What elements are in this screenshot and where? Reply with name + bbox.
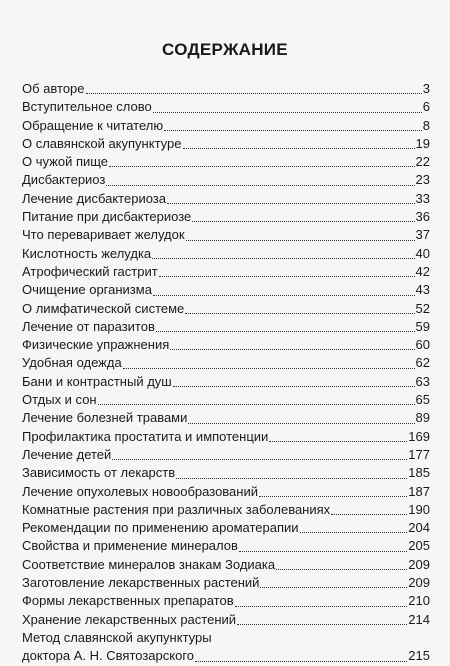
dot-leader	[269, 441, 407, 442]
dot-leader	[153, 295, 415, 296]
toc-entry	[22, 519, 430, 537]
toc-entry-page: 65	[415, 392, 430, 408]
toc-entry-label: О лимфатической системе	[22, 300, 185, 316]
toc-entry-page: 209	[408, 575, 430, 591]
toc-entry-page: 59	[415, 318, 430, 334]
toc-entry	[22, 171, 430, 189]
toc-entry-page: 3	[422, 81, 430, 96]
dot-leader	[185, 313, 414, 314]
toc-entry	[22, 318, 430, 336]
toc-entry	[22, 556, 430, 574]
toc-entry	[22, 464, 430, 482]
toc-entry	[22, 153, 430, 171]
toc-entry-page: 89	[415, 410, 430, 426]
toc-entry-page: 177	[408, 446, 430, 462]
dot-leader	[173, 386, 415, 387]
dot-leader	[239, 551, 407, 552]
toc-entry-page: 210	[408, 593, 430, 609]
dot-leader	[300, 532, 408, 533]
toc-entry	[22, 409, 430, 427]
toc-entry-label: Лечение дисбактериоза	[22, 190, 166, 206]
toc-entry-label: Профилактика простатита и импотенции	[22, 428, 269, 444]
toc-entry	[22, 428, 430, 446]
toc-entry	[22, 592, 430, 610]
dot-leader	[164, 130, 422, 131]
toc-entry-page: 37	[415, 227, 430, 243]
dot-leader	[331, 514, 407, 515]
dot-leader	[123, 368, 415, 369]
toc-entry-last-line1	[22, 629, 430, 647]
toc-entry-page: 33	[415, 190, 430, 206]
toc-entry-page: 209	[408, 556, 430, 572]
dot-leader	[112, 459, 407, 460]
dot-leader	[237, 624, 407, 625]
toc-entry-page: 6	[422, 99, 430, 115]
toc-entry-page: 40	[415, 245, 430, 261]
toc-entry	[22, 135, 430, 153]
toc-entry	[22, 300, 430, 318]
toc-entry	[22, 391, 430, 409]
toc-entry-label: Атрофический гастрит	[22, 263, 158, 279]
toc-entry-label: Об авторе	[22, 81, 85, 96]
toc-entry	[22, 336, 430, 354]
toc-entry-label: Лечение опухолевых новообразований	[22, 483, 258, 499]
toc-entry-label: Свойства и применение минералов	[22, 538, 238, 554]
toc-entry	[22, 263, 430, 281]
toc-entry-label: Комнатные растения при различных заболеваниях	[22, 501, 331, 517]
toc-entry-page: 22	[415, 154, 430, 170]
toc-entry-label: Удобная одежда	[22, 355, 122, 371]
dot-leader	[260, 587, 407, 588]
toc-entry-last	[22, 647, 430, 665]
toc-entry-label: Заготовление лекарственных растений	[22, 575, 260, 591]
toc-entry-label: Обращение к читателю	[22, 117, 164, 133]
toc-entry-label: Физические упражнения	[22, 337, 170, 353]
toc-entry	[22, 354, 430, 372]
toc-entry-label: Зависимость от лекарств	[22, 465, 176, 481]
toc-entry-label: Питание при дисбактериозе	[22, 209, 192, 225]
page-title: СОДЕРЖАНИЕ	[162, 40, 288, 59]
toc-entry	[22, 190, 430, 208]
toc-entry-page: 204	[408, 520, 430, 536]
dot-leader	[159, 276, 415, 277]
dot-leader	[176, 478, 407, 479]
toc-entry-page: 63	[415, 373, 430, 389]
toc-entry	[22, 98, 430, 116]
toc-entry-page: 62	[415, 355, 430, 371]
dot-leader	[186, 240, 415, 241]
toc-entry-label: Формы лекарственных препаратов	[22, 593, 234, 609]
toc-entry-label: Хранение лекарственных растений	[22, 611, 237, 627]
toc-entry	[22, 117, 430, 135]
toc-entry-page: 187	[408, 483, 430, 499]
dot-leader	[188, 423, 414, 424]
table-of-contents	[22, 80, 430, 666]
dot-leader	[170, 349, 414, 350]
toc-entry-label: Что переваривает желудок	[22, 227, 185, 243]
toc-entry-label: Очищение организма	[22, 282, 152, 298]
dot-leader	[192, 221, 414, 222]
toc-entry-label: О чужой пище	[22, 154, 109, 170]
toc-entry-label: Дисбактериоз	[22, 172, 106, 188]
toc-entry-page: 215	[408, 648, 430, 664]
toc-entry	[22, 373, 430, 391]
toc-entry	[22, 226, 430, 244]
toc-entry-page: 23	[415, 172, 430, 188]
toc-entry-label: Кислотность желудка	[22, 245, 152, 261]
dot-leader	[167, 203, 415, 204]
toc-entry-page: 214	[408, 611, 430, 627]
toc-entry-label: Соответствие минералов знакам Зодиака	[22, 556, 276, 572]
dot-leader	[86, 93, 422, 94]
dot-leader	[195, 661, 407, 662]
toc-entry-page: 19	[415, 135, 430, 151]
toc-entry-page: 169	[408, 428, 430, 444]
toc-entry-page: 185	[408, 465, 430, 481]
toc-entry-label: О славянской акупунктуре	[22, 135, 182, 151]
toc-entry	[22, 483, 430, 501]
toc-entry-page: 42	[415, 263, 430, 279]
dot-leader	[106, 185, 414, 186]
toc-entry-label: Лечение детей	[22, 446, 112, 462]
toc-entry-label: Рекомендации по применению ароматерапии	[22, 520, 299, 536]
dot-leader	[183, 148, 415, 149]
toc-entry	[22, 446, 430, 464]
toc-entry	[22, 537, 430, 555]
toc-entry-label: Отдых и сон	[22, 392, 97, 408]
toc-entry	[22, 281, 430, 299]
toc-entry	[22, 80, 430, 98]
toc-entry	[22, 611, 430, 629]
toc-entry	[22, 574, 430, 592]
dot-leader	[235, 606, 408, 607]
dot-leader	[153, 112, 422, 113]
toc-entry-label: Бани и контрастный душ	[22, 373, 172, 389]
dot-leader	[98, 404, 415, 405]
dot-leader	[152, 258, 414, 259]
toc-entry-label: Лечение от паразитов	[22, 318, 155, 334]
dot-leader	[156, 331, 415, 332]
toc-entry-label: Метод славянской акупунктуры	[22, 629, 212, 645]
toc-entry-page: 60	[415, 337, 430, 353]
dot-leader	[109, 166, 415, 167]
toc-entry-page: 43	[415, 282, 430, 298]
dot-leader	[276, 569, 407, 570]
toc-entry	[22, 501, 430, 519]
toc-entry-page: 205	[408, 538, 430, 554]
toc-entry-label: Вступительное слово	[22, 99, 152, 115]
toc-entry-label: Лечение болезней травами	[22, 410, 188, 426]
toc-entry	[22, 245, 430, 263]
dot-leader	[259, 496, 407, 497]
toc-entry-page: 8	[422, 117, 430, 133]
toc-entry-page: 52	[415, 300, 430, 316]
toc-entry-page: 190	[408, 501, 430, 517]
toc-entry-page: 36	[415, 209, 430, 225]
toc-entry	[22, 208, 430, 226]
toc-entry-label: доктора А. Н. Святозарского	[22, 648, 195, 664]
